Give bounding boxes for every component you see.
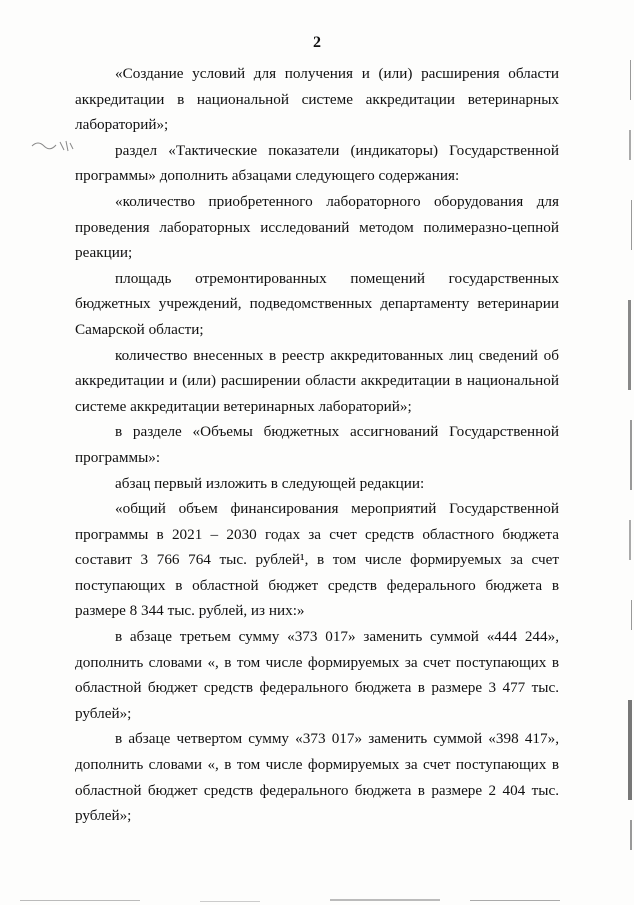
paragraph: в абзаце четвертом сумму «373 017» заменить суммой «398 417», дополнить словами «, в том числе формируемых за счет поступающих в областной бюджет средств федерального бюджета в размере 2 404 тыс. рублей»; xyxy=(75,730,559,825)
scan-edge-noise xyxy=(620,0,634,905)
paragraph: абзац первый изложить в следующей редакции: xyxy=(115,474,425,492)
paragraph: раздел «Тактические показатели (индикаторы) Государственной программы» дополнить абзацами следующего содержания: xyxy=(75,141,559,185)
paragraph: в разделе «Объемы бюджетных ассигнований Государственной программы»: xyxy=(75,423,559,466)
paragraph: площадь отремонтированных помещений государственных бюджетных учреждений, подведомственных департаменту ветеринарии Самарской области; xyxy=(75,269,559,338)
paragraph: «общий объем финансирования мероприятий Государственной программы в 2021 – 2030 годах за счет средств областного бюджета составит 3 766 764 тыс. рублей¹, в том числе формируемых за счет поступающих в областной бюджет средств федерального бюджета в размере 8 344 тыс. рублей, из них:» xyxy=(75,500,559,620)
scan-bottom-noise xyxy=(0,897,634,905)
paragraph: количество внесенных в реестр аккредитованных лиц сведений об аккредитации и (или) расширении области аккредитации в национальной системе аккредитации ветеринарных лабораторий»; xyxy=(75,346,559,415)
scan-artifact-mark xyxy=(30,136,76,156)
page-number: 2 xyxy=(313,34,321,51)
paragraph: «Создание условий для получения и (или) расширения области аккредитации в национальной системе аккредитации ветеринарных лабораторий»; xyxy=(75,65,559,134)
paragraph: в абзаце третьем сумму «373 017» заменить суммой «444 244», дополнить словами «, в том числе формируемых за счет поступающих в областной бюджет средств федерального бюджета в размере 3 477 тыс. рублей»; xyxy=(75,628,559,722)
paragraph: «количество приобретенного лабораторного оборудования для проведения лабораторных исследований методом полимеразно-цепной реакции; xyxy=(75,192,559,262)
document-body xyxy=(75,61,559,829)
